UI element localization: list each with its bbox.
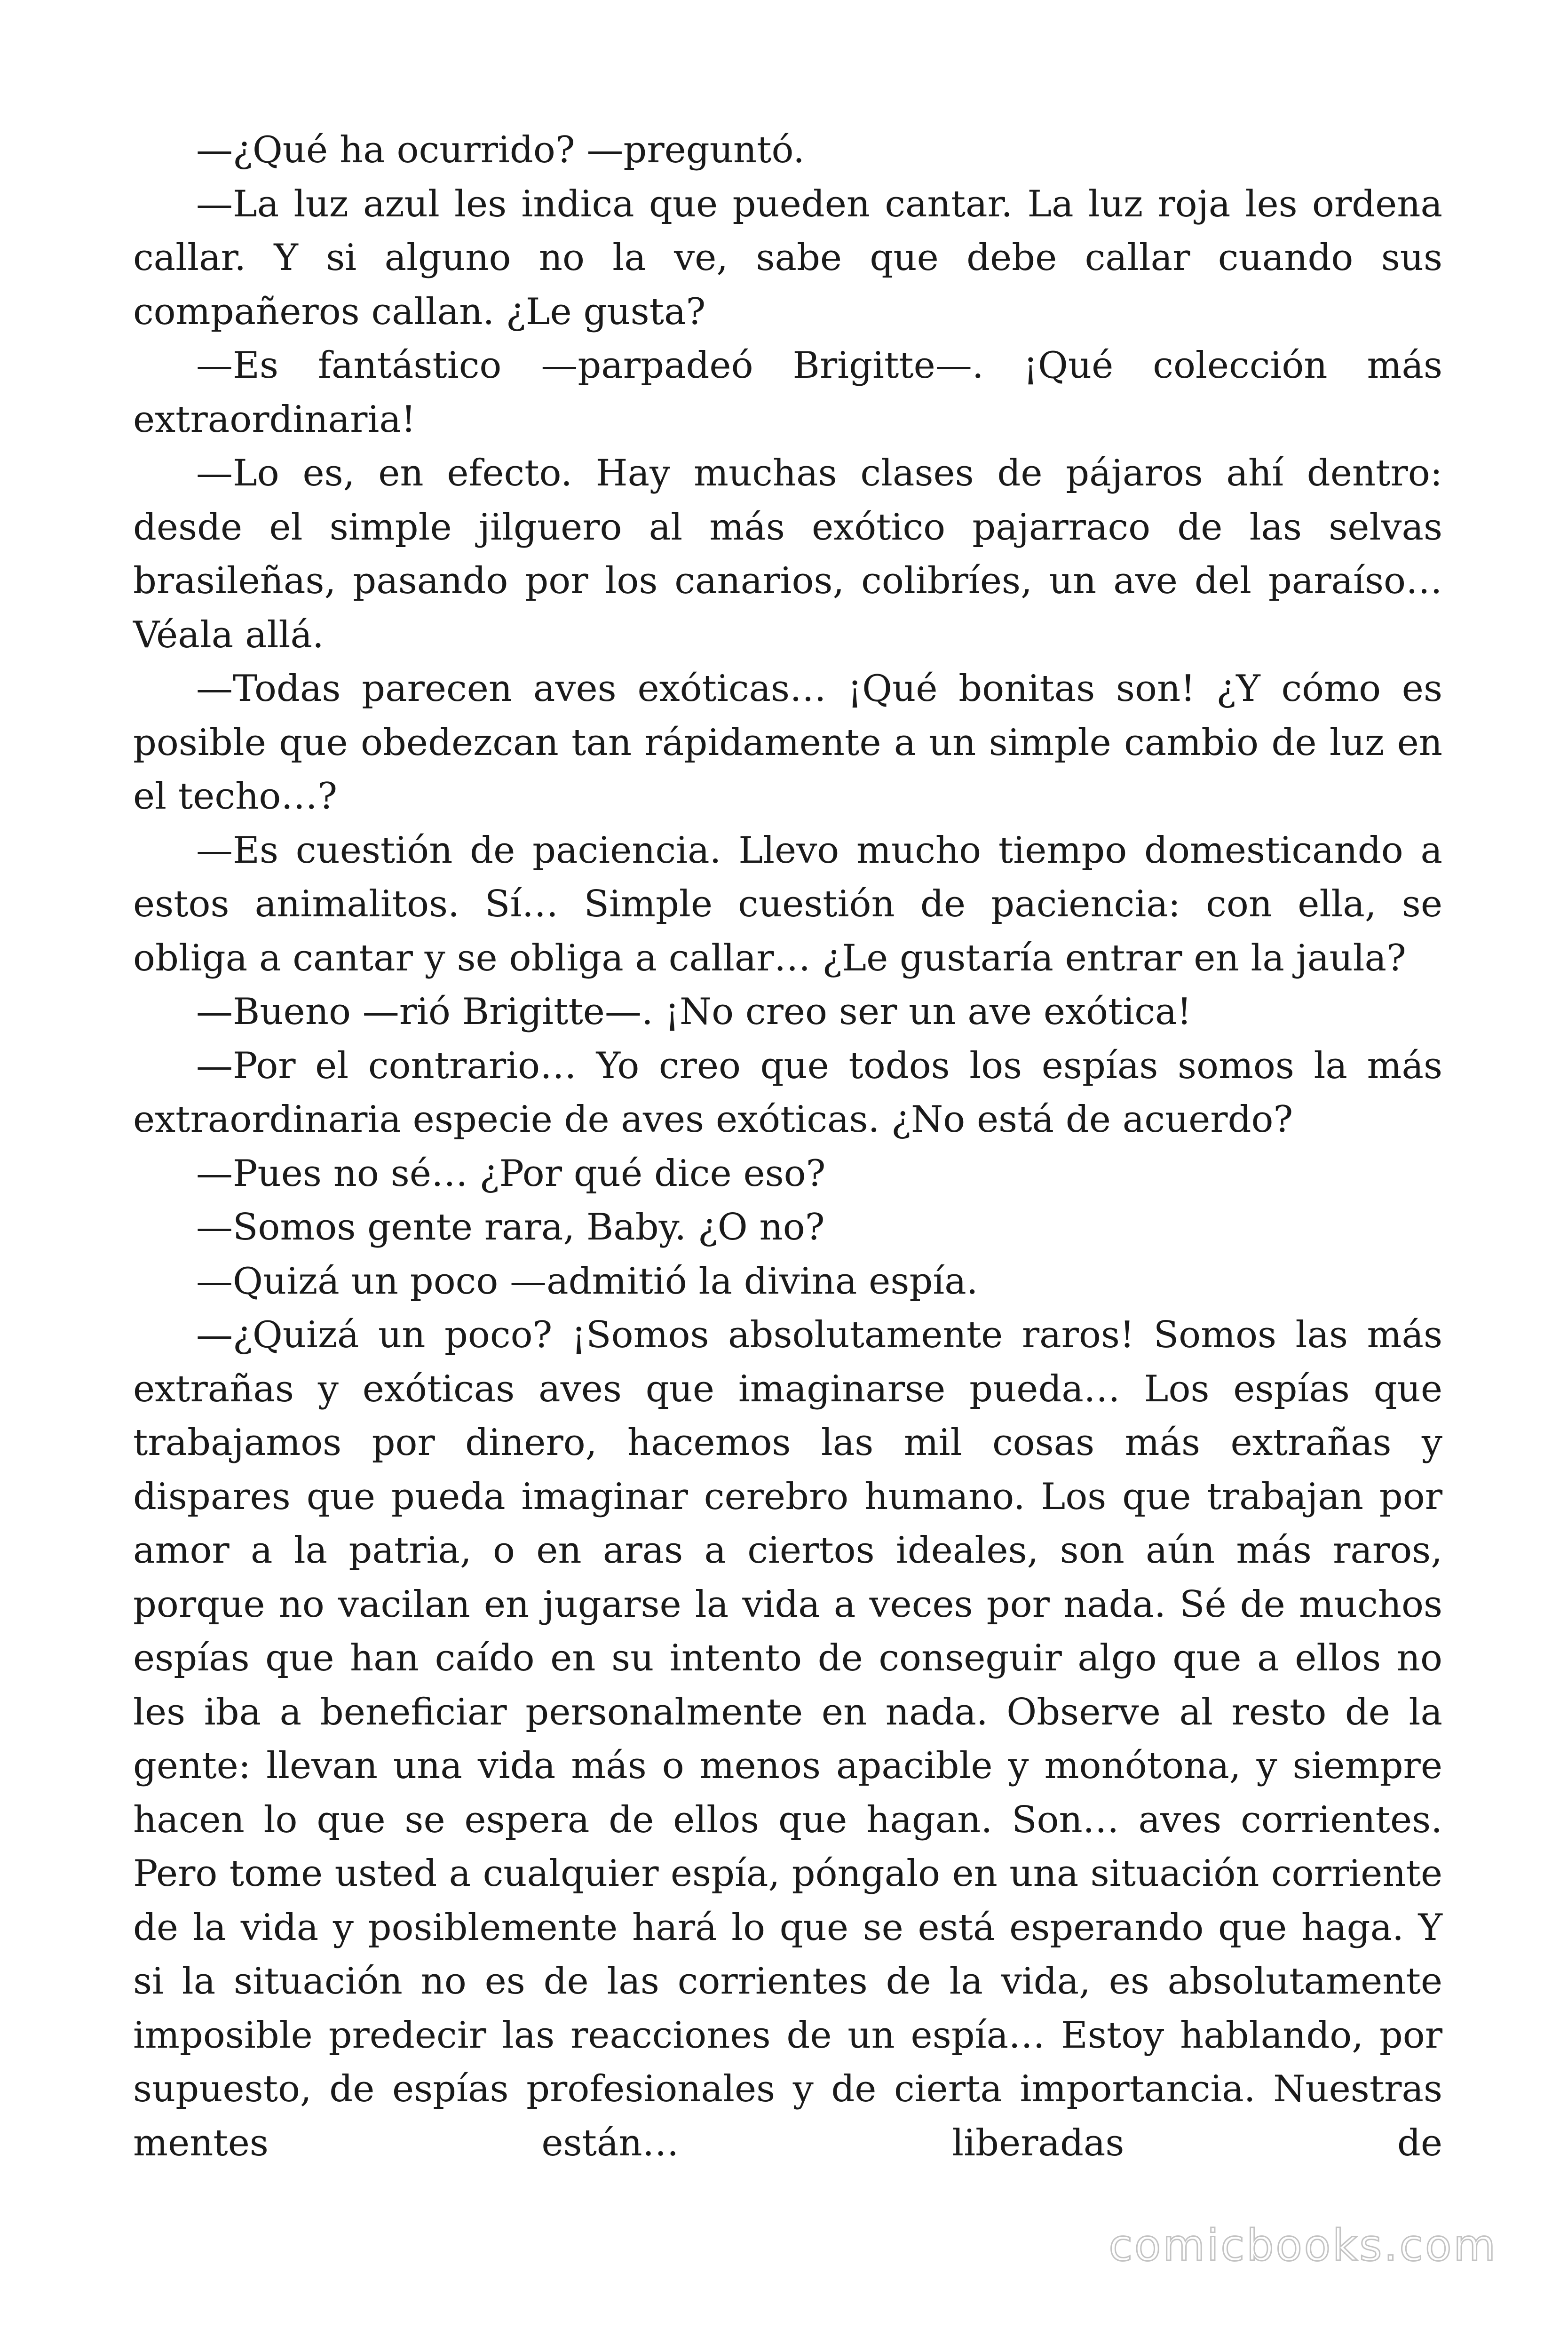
paragraph: —Es cuestión de paciencia. Llevo mucho tiempo domesticando a estos animalitos. Sí… Simple cuestión de paciencia: con ella, se obliga a cantar y se obliga a callar… ¿Le gustaría entrar en la jaula?	[133, 829, 1442, 979]
paragraph: —¿Qué ha ocurrido? —preguntó.	[196, 129, 805, 171]
paragraph: —Es fantástico —parpadeó Brigitte—. ¡Qué colección más extraordinaria!	[133, 344, 1442, 441]
paragraph: —Somos gente rara, Baby. ¿O no?	[196, 1206, 825, 1248]
paragraph: —La luz azul les indica que pueden cantar. La luz roja les ordena callar. Y si alguno no la ve, sabe que debe callar cuando sus compañeros callan. ¿Le gusta?	[133, 183, 1442, 333]
body-text	[133, 123, 1442, 2170]
paragraph: —Pues no sé… ¿Por qué dice eso?	[196, 1152, 826, 1195]
paragraph: —Por el contrario… Yo creo que todos los espías somos la más extraordinaria especie de aves exóticas. ¿No está de acuerdo?	[133, 1044, 1442, 1141]
paragraph: —Quizá un poco —admitió la divina espía.	[196, 1260, 978, 1303]
paragraph: —Lo es, en efecto. Hay muchas clases de pájaros ahí dentro: desde el simple jilguero al más exótico pajarraco de las selvas brasileñas, pasando por los canarios, colibríes, un ave del paraíso… Véala allá.	[133, 452, 1442, 656]
paragraph: —Todas parecen aves exóticas… ¡Qué bonitas son! ¿Y cómo es posible que obedezcan tan rápidamente a un simple cambio de luz en el techo…?	[133, 667, 1442, 818]
watermark: comicbooks.com	[1109, 2220, 1497, 2271]
paragraph: —Bueno —rió Brigitte—. ¡No creo ser un ave exótica!	[196, 991, 1192, 1033]
paragraph: —¿Quizá un poco? ¡Somos absolutamente raros! Somos las más extrañas y exóticas aves que imaginarse pueda… Los espías que trabajamos por dinero, hacemos las mil cosas más extrañas y dispares que pueda imaginar cerebro humano. Los que trabajan por amor a la patria, o en aras a ciertos ideales, son aún más raros, porque no vacilan en jugarse la vida a veces por nada. Sé de muchos espías que han caído en su intento de conseguir algo que a ellos no les iba a beneficiar personalmente en nada. Observe al resto de la gente: llevan una vida más o menos apacible y monótona, y siempre hacen lo que se espera de ellos que hagan. Son… aves corrientes. Pero tome usted a cualquier espía, póngalo en una situación corriente de la vida y posiblemente hará lo que se está esperando que haga. Y si la situación no es de las corrientes de la vida, es absolutamente imposible predecir las reacciones de un espía… Estoy hablando, por supuesto, de espías profesionales y de cierta importancia. Nuestras mentes están… liberadas de	[133, 1314, 1442, 2164]
